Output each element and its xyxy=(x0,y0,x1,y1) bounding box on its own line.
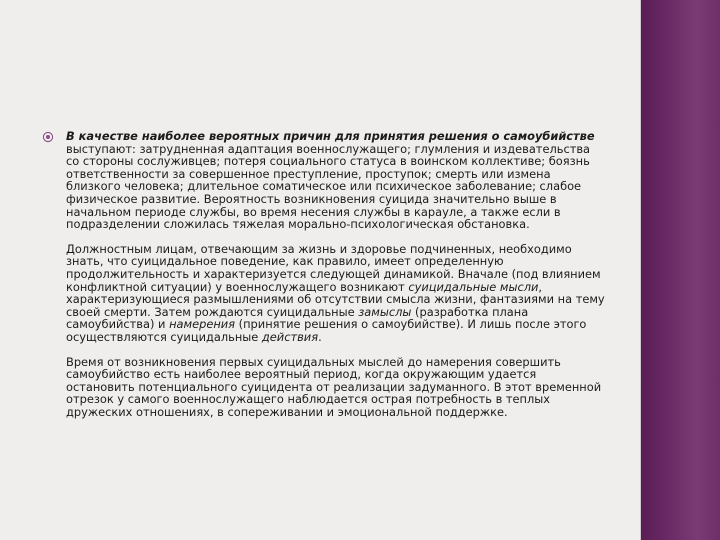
paragraph-text: Должностным лицам, отвечающим за жизнь и здоровье подчиненных, необходимо знать, что суицидальное поведение, как правило, имеет определенную продолжительность и характеризуется следующей динамикой. Вначале (под влиянием конфликтной ситуации) у военнослужащего возникают xyxy=(66,241,601,294)
emphasis-term: суицидальные мысли xyxy=(408,279,539,294)
circle-dot-icon xyxy=(42,131,54,143)
slide-body-text xyxy=(66,130,606,430)
paragraph-text: выступают: затрудненная адаптация военнослужащего; глумления и издевательства со стороны сослуживцев; потеря социального статуса в воинском коллективе; боязнь ответственности за совершенное преступление, проступок; смерть или измена близкого человека; длительное соматическое или психическое заболевание; слабое физическое развитие. Вероятность возникновения суицида значительно выше в начальном периоде службы, во время несения службы в карауле, а также если в подразделении сложилась тяжелая морально-психологическая обстановка. xyxy=(66,141,591,232)
emphasis-term: действия xyxy=(261,329,319,344)
paragraph-text: (принятие решения о самоубийстве). И лишь после этого осуществляются суицидальные xyxy=(66,317,587,344)
emphasis-term: намерения xyxy=(169,317,236,332)
paragraph-period: Время от возникновения первых суицидальных мыслей до намерения совершить самоубийство есть наиболее вероятный период, когда окружающим удается остановить потенциального суицидента от реализации задуманного. В этот временной отрезок у самого военнослужащего наблюдается острая потребность в теплых дружеских отношениях, в сопереживании и эмоциональной поддержке. xyxy=(66,354,602,419)
paragraph-text: , характеризующиеся размышлениями об отсутствии смысла жизни, фантазиями на тему своей смерти. Затем рождаются суицидальные xyxy=(66,279,605,319)
paragraph-causes xyxy=(66,130,606,231)
paragraph-dynamics xyxy=(66,243,606,344)
emphasis-term: замыслы xyxy=(358,304,412,319)
paragraph-text: (разработка плана самоубийства) и xyxy=(66,304,529,332)
paragraph-text: . xyxy=(318,329,322,344)
paragraph-lead: В качестве наиболее вероятных причин для принятия решения о самоубийстве xyxy=(66,129,595,143)
side-accent-band xyxy=(641,0,720,540)
